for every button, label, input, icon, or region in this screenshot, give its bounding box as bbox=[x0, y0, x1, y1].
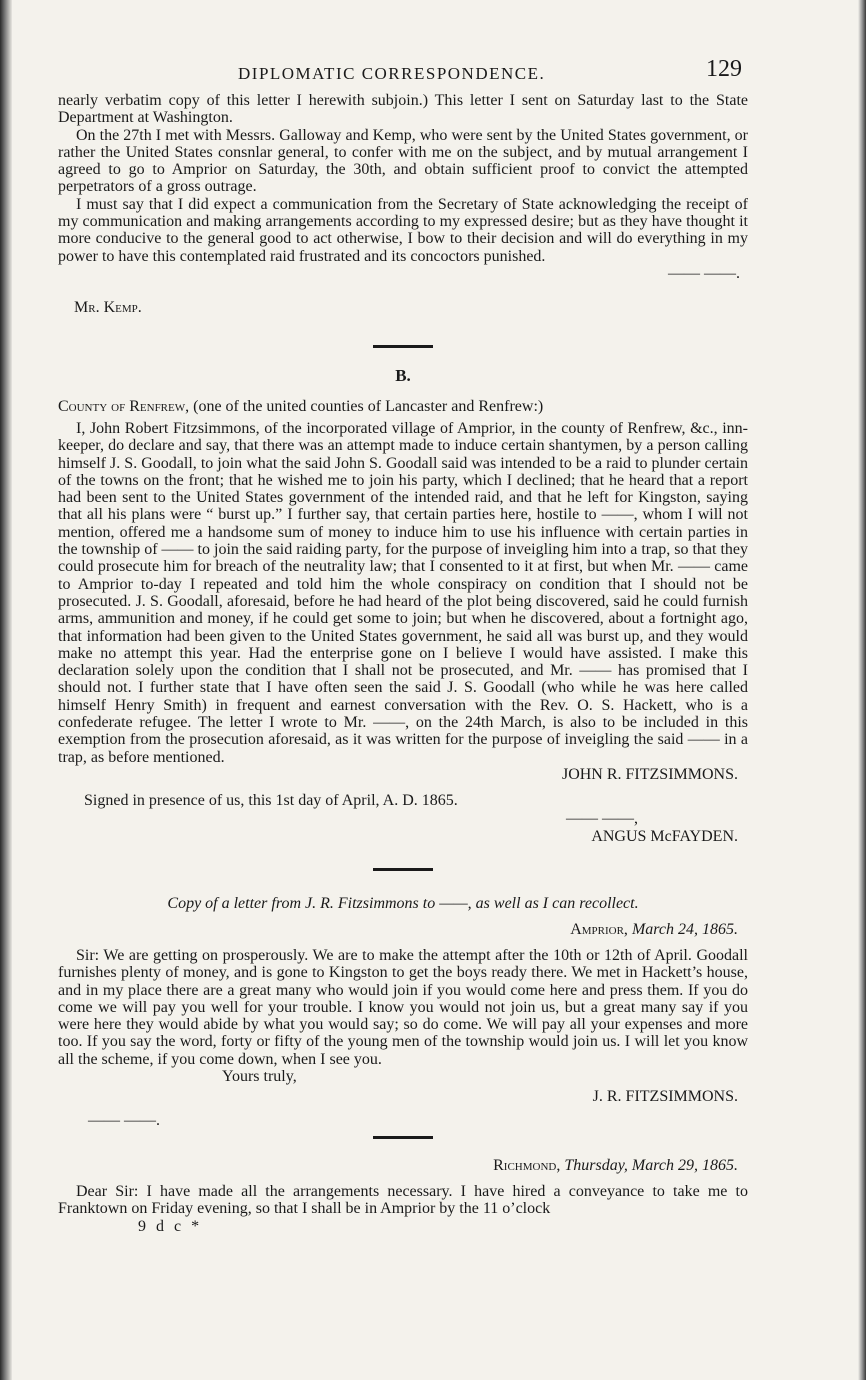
section-heading: B. bbox=[395, 365, 411, 385]
county-rest: (one of the united counties of Lancaster and Renfrew:) bbox=[189, 397, 544, 415]
letter-signature: J. R. FITZSIMMONS. bbox=[592, 1087, 738, 1105]
letter-signature-line bbox=[58, 1086, 748, 1108]
valediction: Yours truly, bbox=[222, 1067, 297, 1085]
document-page bbox=[58, 52, 748, 1236]
paragraph: nearly verbatim copy of this letter I herewith subjoin.) This letter I sent on Saturday last to the State Department at Washington. bbox=[58, 92, 748, 127]
county-line bbox=[58, 398, 748, 416]
page-number: 129 bbox=[706, 56, 742, 82]
section-rule bbox=[373, 345, 433, 348]
sheet-signature-mark: 9 d c * bbox=[138, 1217, 203, 1235]
section-rule bbox=[373, 1136, 433, 1139]
witness-dash: —— ——, bbox=[566, 809, 638, 827]
page-right-edge bbox=[858, 0, 866, 1380]
richmond-dateline bbox=[58, 1157, 748, 1175]
letter-body: Sir: We are getting on prosperously. We are to make the attempt after the 10th or 12th of April. Goodall furnishes plenty of money, and is gone to Kingston to get the boys ready there. We met in Hackett’s house, and in my place there are a great many who would join if you would come here and press them. If you do come we will pay you well for your trouble. I know you would not join us, but a great many say if you were here they would abide by what you would say; so do come. We will pay all your expenses and more too. If you say the word, forty or fifty of the young men of the township would join us. I will let you know all the scheme, if you come down, when I see you. bbox=[58, 946, 748, 1068]
letter-date: March 24, 1865. bbox=[627, 920, 738, 938]
signature-dash: —— ——. bbox=[668, 264, 740, 282]
county-label: County of Renfrew, bbox=[58, 397, 190, 415]
dear-sir-paragraph: Dear Sir: I have made all the arrangements necessary. I have hired a conveyance to take me to Franktown on Friday evening, so that I shall be in Amprior by the 11 o’clock bbox=[58, 1182, 748, 1218]
addressee: Mr. Kemp. bbox=[74, 298, 142, 316]
page-header bbox=[58, 52, 748, 92]
richmond-place: Richmond, bbox=[493, 1156, 561, 1174]
declaration-text: I, John Robert Fitzsimmons, of the incorporated village of Amprior, in the county of Renfrew, &c., inn-keeper, do declare and say, that there was an attempt made to induce certain shantymen, by a person calling himself J. S. Goodall, to join what the said John S. Goodall said was intended to be a raid to plunder certain of the towns on the front; that he wished me to join his party, which I declined; that he heard that a report had been sent to the United States government of the intended raid, and that he left for Kingston, saying that all his plans were “ burst up.” I further say, that certain parties here, hostile to ——, whom I will not mention, offered me a handsome sum of money to induce him to use his influence with certain parties in the township of —— to join the said raiding party, for the purpose of inveigling him into a trap, so that they could prosecute him for breach of the neutrality law; that I consented to it at first, but when Mr. —— came to Amprior to-day I repeated and told him the whole conspiracy on condition that I should not be prosecuted. J. S. Goodall, aforesaid, before he had heard of the plot being discovered, said he could furnish arms, ammunition and money, if he could get some to join; but when he discovered, about a fortnight ago, that information had been given to the United States government, he said all was burst up, and they would make no attempt this year. Had the enterprise gone on I believe I would have assisted. I make this declaration solely upon the condition that I shall not be prosecuted, and Mr. —— has promised that I should not. I further state that I have often seen the said J. S. Goodall (who while he was here called himself Henry Smith) in frequent and earnest conversation with the Rev. O. S. Hackett, who is a confederate refugee. The letter I wrote to Mr. ——, on the 24th March, is also to be included in this exemption from the prosecution aforesaid, as it was written for the purpose of inveigling the said —— in a trap, as before mentioned. bbox=[58, 419, 748, 766]
paragraph: On the 27th I met with Messrs. Galloway and Kemp, who were sent by the United States government, or rather the United States consnlar general, to confer with me on the subject, and by mutual arrangement I agreed to go to Amprior on Saturday, the 30th, and obtain sufficient proof to convict the attempted perpetrators of a gross outrage. bbox=[58, 126, 748, 196]
declarant-signature: JOHN R. FITZSIMMONS. bbox=[561, 765, 738, 783]
running-head: DIPLOMATIC CORRESPONDENCE. bbox=[238, 64, 546, 83]
witness-name: ANGUS McFAYDEN. bbox=[591, 827, 738, 845]
signed-in-presence: Signed in presence of us, this 1st day of April, A. D. 1865. bbox=[84, 791, 458, 809]
letter-caption: Copy of a letter from J. R. Fitzsimmons to ——, as well as I can recollect. bbox=[167, 894, 639, 912]
paragraph: I must say that I did expect a communication from the Secretary of State acknowledging the receipt of my communication and making arrangements according to my expressed desire; but as they have thought it more conducive to the general good to act otherwise, I bow to their decision and will do everything in my power to have this contemplated raid frustrated and its concoctors punished. bbox=[58, 195, 748, 265]
letter-dateline bbox=[58, 921, 748, 939]
richmond-date: Thursday, March 29, 1865. bbox=[560, 1156, 738, 1174]
short-dash: —— ——. bbox=[88, 1111, 160, 1129]
page-binding-edge bbox=[0, 0, 12, 1380]
section-rule bbox=[373, 868, 433, 871]
letter-place: Amprior, bbox=[570, 920, 628, 938]
